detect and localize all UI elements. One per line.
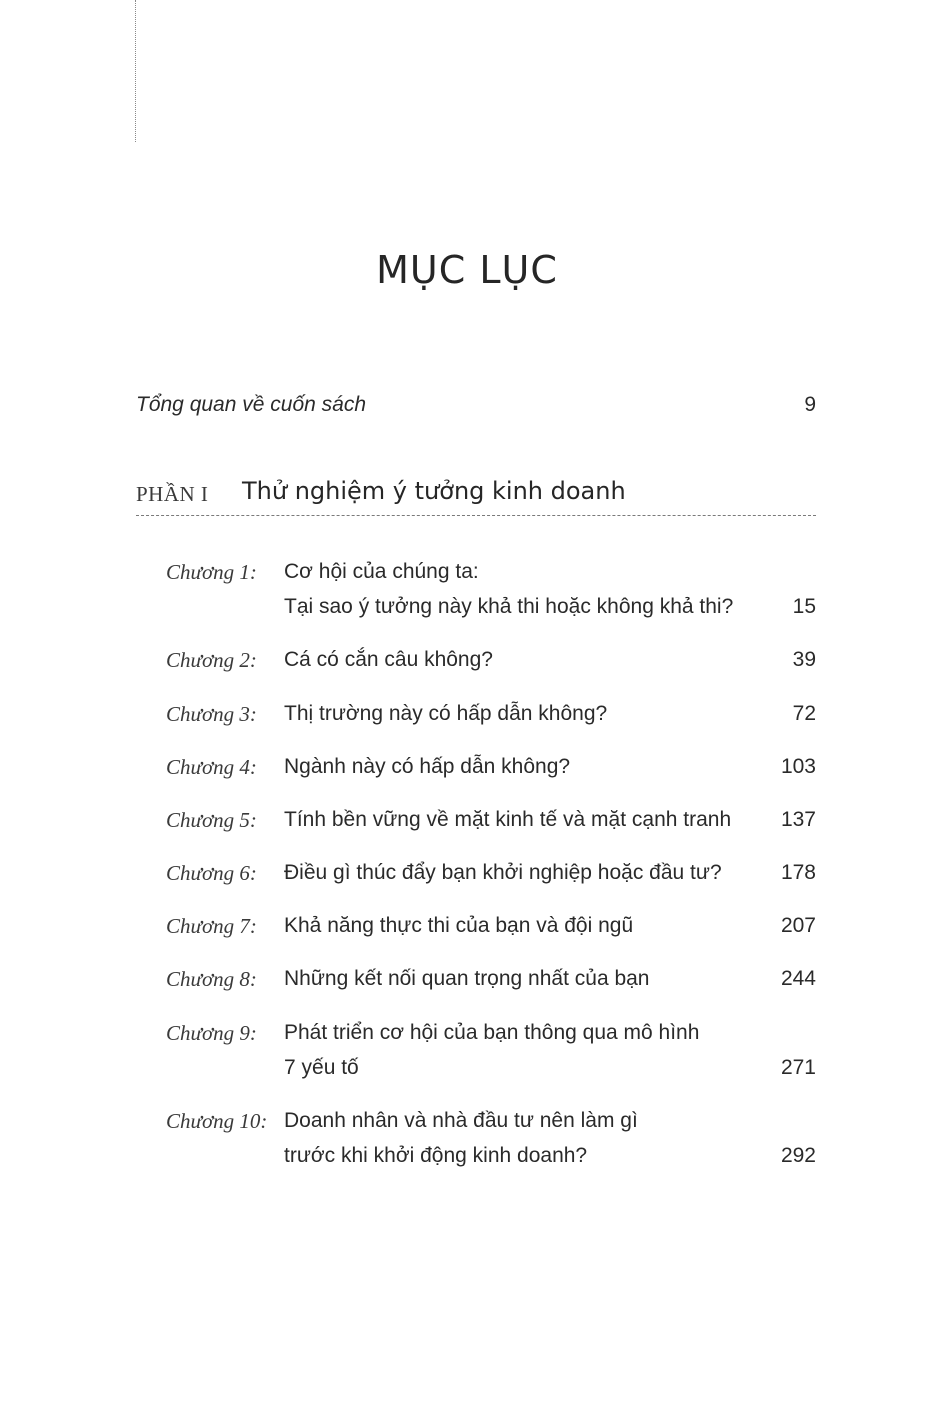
- chapter-page-number: 244: [780, 967, 816, 990]
- chapter-title-line: 7 yếu tố: [284, 1056, 359, 1079]
- chapter-title-line: Cá có cắn câu không?: [284, 648, 493, 671]
- chapter-page-number: 207: [780, 914, 816, 937]
- chapter-label: Chương 5:: [166, 808, 257, 832]
- chapter-label: Chương 4:: [166, 755, 257, 779]
- chapter-page-number: 72: [792, 702, 816, 725]
- chapter-page-number: 292: [780, 1144, 816, 1167]
- chapter-title-line: Doanh nhân và nhà đầu tư nên làm gì: [284, 1109, 638, 1132]
- chapter-title-line: Ngành này có hấp dẫn không?: [284, 755, 571, 778]
- chapter-label: Chương 6:: [166, 861, 257, 885]
- chapter-label: Chương 2:: [166, 648, 257, 672]
- chapter-page-number: 39: [792, 648, 816, 671]
- chapter-title-line: Tại sao ý tưởng này khả thi hoặc không khả thi?: [284, 595, 734, 618]
- chapter-page-number: 178: [780, 861, 816, 884]
- chapter-label: Chương 7:: [166, 914, 257, 938]
- chapter-title-line: Những kết nối quan trọng nhất của bạn: [284, 967, 650, 990]
- overview-page-number: 9: [804, 393, 816, 416]
- chapter-page-number: 103: [780, 755, 816, 778]
- chapter-page-number: 137: [780, 808, 816, 831]
- chapter-title-line: Điều gì thúc đẩy bạn khởi nghiệp hoặc đầu tư?: [284, 861, 722, 884]
- overview-label: Tổng quan về cuốn sách: [136, 393, 366, 416]
- chapter-label: Chương 3:: [166, 702, 257, 726]
- chapter-label: Chương 8:: [166, 967, 257, 991]
- chapter-title-line: Khả năng thực thi của bạn và đội ngũ: [284, 914, 634, 937]
- chapter-title-line: Thị trường này có hấp dẫn không?: [284, 702, 608, 725]
- chapter-title-line: trước khi khởi động kinh doanh?: [284, 1144, 588, 1167]
- chapter-label: Chương 10:: [166, 1109, 268, 1133]
- chapter-title-line: Phát triển cơ hội của bạn thông qua mô hình: [284, 1021, 700, 1044]
- part-title: Thử nghiệm ý tưởng kinh doanh: [242, 477, 626, 505]
- page-title: MỤC LỤC: [376, 248, 558, 292]
- chapter-page-number: 271: [780, 1056, 816, 1079]
- chapter-label: Chương 9:: [166, 1021, 257, 1045]
- chapter-title-line: Cơ hội của chúng ta:: [284, 560, 479, 583]
- part-label: PHẦN I: [136, 482, 209, 506]
- margin-dotted-rule: [135, 0, 136, 142]
- part-heading: [136, 477, 816, 516]
- toc-entry-overview[interactable]: [136, 393, 816, 423]
- chapter-title-line: Tính bền vững về mặt kinh tế và mặt cạnh tranh: [284, 808, 732, 831]
- chapter-page-number: 15: [792, 595, 816, 618]
- chapter-label: Chương 1:: [166, 560, 257, 584]
